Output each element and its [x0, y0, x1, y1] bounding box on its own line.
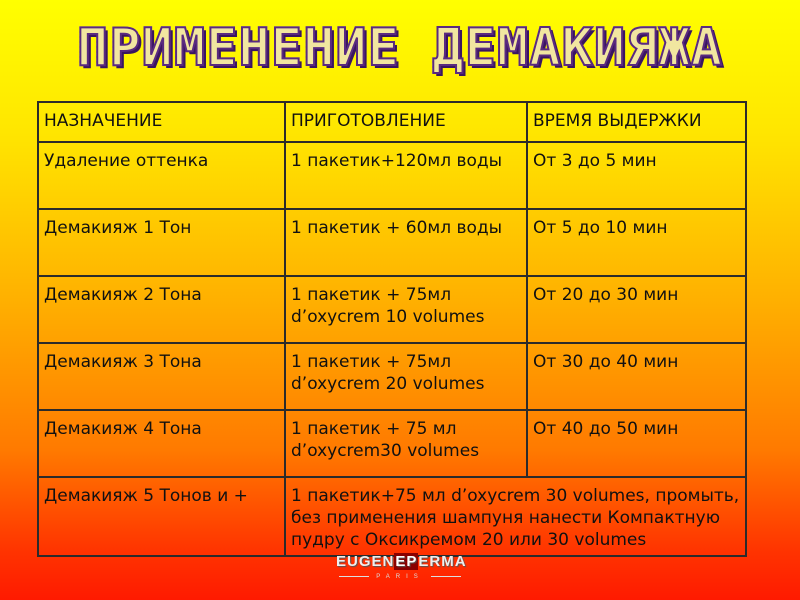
table-cell: Удаление оттенка — [38, 142, 285, 209]
brand-left: EUGEN — [336, 553, 395, 570]
table-cell: От 20 до 30 мин — [527, 276, 746, 343]
header-cell: ВРЕМЯ ВЫДЕРЖКИ — [527, 102, 746, 142]
logo-rule-right — [431, 576, 461, 577]
table-row — [38, 209, 746, 276]
table-row — [38, 477, 746, 556]
page-title: ПРИМЕНЕНИЕ ДЕМАКИЯЖА — [0, 18, 800, 78]
table-cell: Демакияж 5 Тонов и + — [38, 477, 285, 556]
table-cell: Демакияж 3 Тона — [38, 343, 285, 410]
table-row — [38, 410, 746, 477]
table-cell: 1 пакетик + 60мл воды — [285, 209, 527, 276]
table-cell: 1 пакетик + 75мл d’oxycrem 20 volumes — [285, 343, 527, 410]
table-cell: 1 пакетик + 75мл d’oxycrem 10 volumes — [285, 276, 527, 343]
brand-box: EP — [395, 553, 418, 570]
table-cell-merged: 1 пакетик+75 мл d’oxycrem 30 volumes, промыть, без применения шампуня нанести Компактную пудру с Оксикремом 20 или 30 volumes — [285, 477, 746, 556]
table-cell: От 30 до 40 мин — [527, 343, 746, 410]
table-row — [38, 343, 746, 410]
brand-sub: PARIS — [376, 574, 424, 580]
table-cell: Демакияж 4 Тона — [38, 410, 285, 477]
table-cell: От 5 до 10 мин — [527, 209, 746, 276]
brand-wordmark — [336, 552, 467, 572]
brand-logo — [336, 552, 467, 588]
logo-rule-left — [339, 576, 369, 577]
table-row — [38, 142, 746, 209]
table-cell: Демакияж 1 Тон — [38, 209, 285, 276]
brand-subline — [336, 572, 464, 582]
brand-right: ERMA — [418, 553, 467, 570]
demakeup-table — [37, 101, 747, 557]
table-row — [38, 276, 746, 343]
header-cell: ПРИГОТОВЛЕНИЕ — [285, 102, 527, 142]
table-cell: От 3 до 5 мин — [527, 142, 746, 209]
table-header-row — [38, 102, 746, 142]
table-cell: От 40 до 50 мин — [527, 410, 746, 477]
table-cell: Демакияж 2 Тона — [38, 276, 285, 343]
header-cell: НАЗНАЧЕНИЕ — [38, 102, 285, 142]
table-cell: 1 пакетик + 75 мл d’oxycrem30 volumes — [285, 410, 527, 477]
table-cell: 1 пакетик+120мл воды — [285, 142, 527, 209]
